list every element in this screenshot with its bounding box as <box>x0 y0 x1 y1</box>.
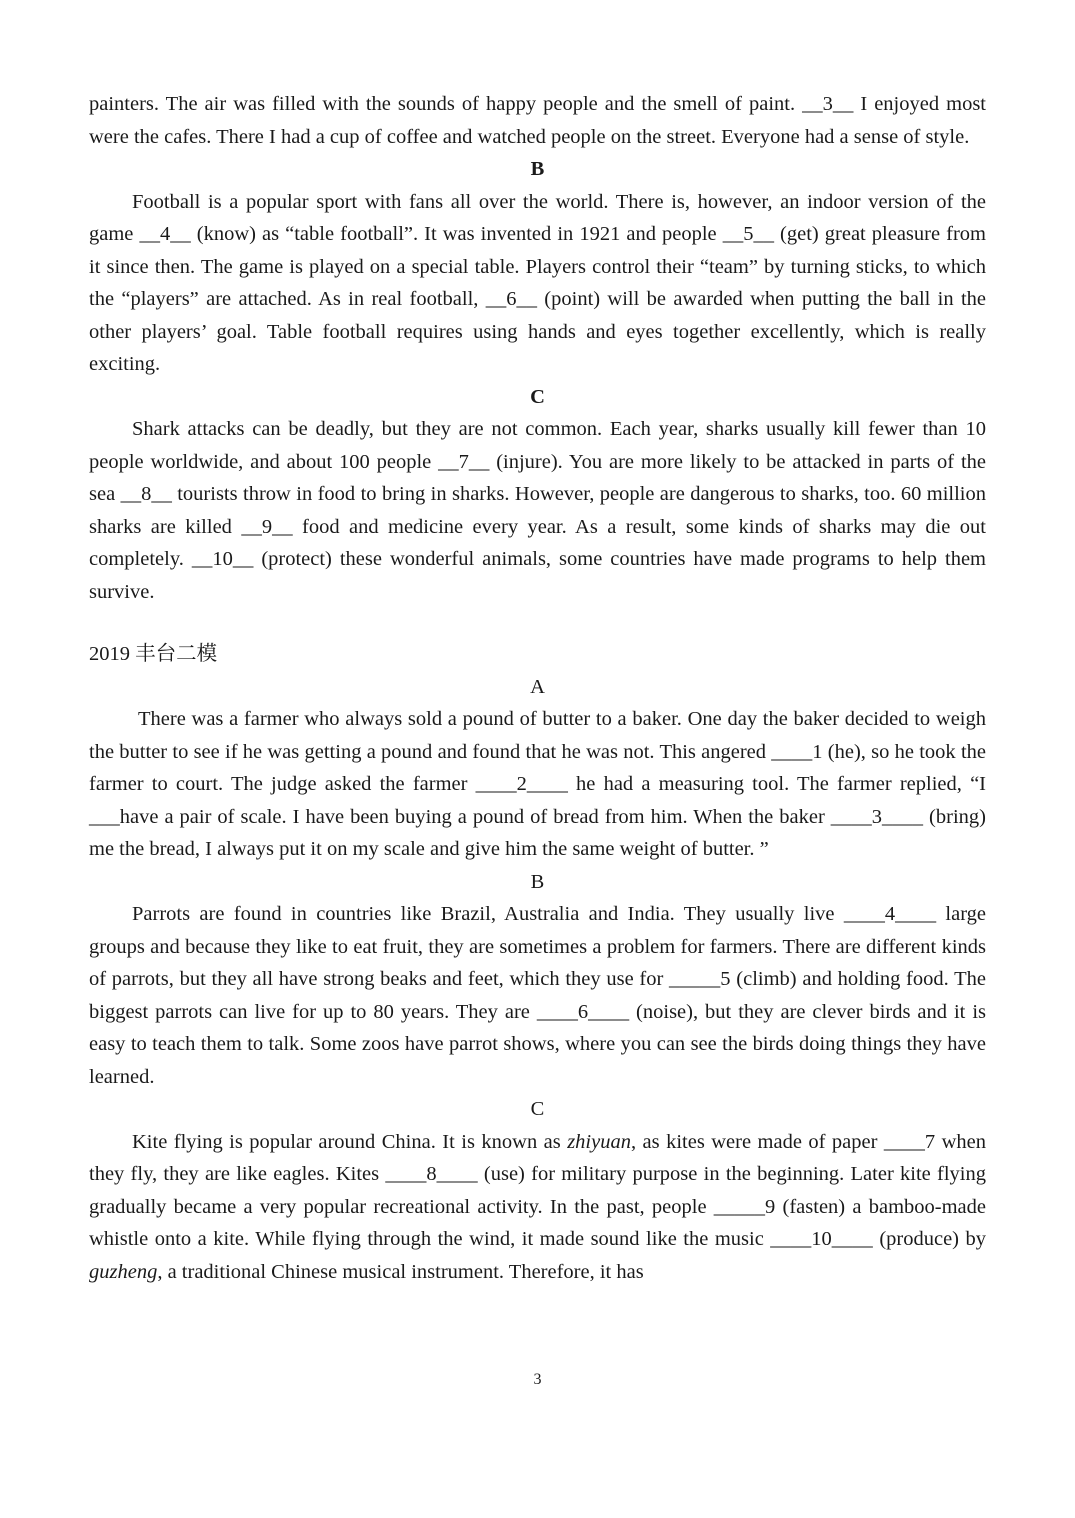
kite-text-3: , a traditional Chinese musical instrument. Therefore, it has <box>157 1260 644 1283</box>
page-content <box>89 88 986 1288</box>
part1-section-c-heading: C <box>530 385 545 408</box>
kite-text-2: , as kites were made of paper ____7 when they fly, they are like eagles. Kites ____8____ (use) for military purpose in the beginning. Later kite flying gradually became a very popular recreational activity. In the past, people _____9 (fasten) a bamboo-made whistle onto a kite. While flying through the wind, it made sound like the music ____10____ (produce) by <box>89 1130 986 1250</box>
exam-title: 2019 丰台二模 <box>89 643 218 665</box>
part2-section-a-paragraph: There was a farmer who always sold a pound of butter to a baker. One day the baker decided to weigh the butter to see if he was getting a pound and found that he was not. This angered ____1 (he), so he took the farmer to court. The judge asked the farmer ____2____ he had a measuring tool. The farmer replied, “I ___have a pair of scale. I have been buying a pound of bread from him. When the baker ____3____ (bring) me the bread, I always put it on my scale and give him the same weight of butter. ” <box>89 708 986 860</box>
part2-section-a-heading: A <box>530 675 545 698</box>
part2-section-b-heading: B <box>530 870 545 893</box>
part1-section-b-paragraph: Football is a popular sport with fans all over the world. There is, however, an indoor version of the game __4__ (know) as “table football”. It was invented in 1921 and people __5__ (get) great pleasure from it since then. The game is played on a special table. Players control their “team” by turning sticks, to which the “players” are attached. As in real football, __6__ (point) will be awarded when putting the ball in the other players’ goal. Table football requires using hands and eyes together excellently, which is really exciting. <box>89 190 986 375</box>
kite-italic-zhiyuan: zhiyuan <box>567 1130 631 1153</box>
part2-section-c-heading: C <box>530 1098 545 1120</box>
kite-text-1: Kite flying is popular around China. It is known as <box>132 1130 568 1153</box>
part2-section-c-paragraph <box>89 1126 986 1289</box>
part1-section-c-paragraph: Shark attacks can be deadly, but they are not common. Each year, sharks usually kill fewer than 10 people worldwide, and about 100 people __7__ (injure). You are more likely to be attacked in parts of the sea __8__ tourists throw in food to bring in sharks. However, people are dangerous to sharks, too. 60 million sharks are killed __9__ food and medicine every year. As a result, some kinds of sharks may die out completely. __10__ (protect) these wonderful animals, some countries have made programs to help them survive. <box>89 418 986 603</box>
kite-italic-guzheng: guzheng <box>89 1260 158 1283</box>
part2-section-b-paragraph: Parrots are found in countries like Brazil, Australia and India. They usually live ____4____ large groups and because they like to eat fruit, they are sometimes a problem for farmers. There are different kinds of parrots, but they all have strong beaks and feet, which they use for _____5 (climb) and holding food. The biggest parrots can live for up to 80 years. They are ____6____ (noise), but they are clever birds and it is easy to teach them to talk. Some zoos have parrot shows, where you can see the birds doing things they have learned. <box>89 903 986 1088</box>
page-number: 3 <box>533 1371 542 1388</box>
part1-section-b-heading: B <box>530 158 545 180</box>
part1-continuation-paragraph: painters. The air was filled with the sounds of happy people and the smell of paint. __3__ I enjoyed most were the cafes. There I had a cup of coffee and watched people on the street. Everyone had a sense of style. <box>89 93 986 148</box>
